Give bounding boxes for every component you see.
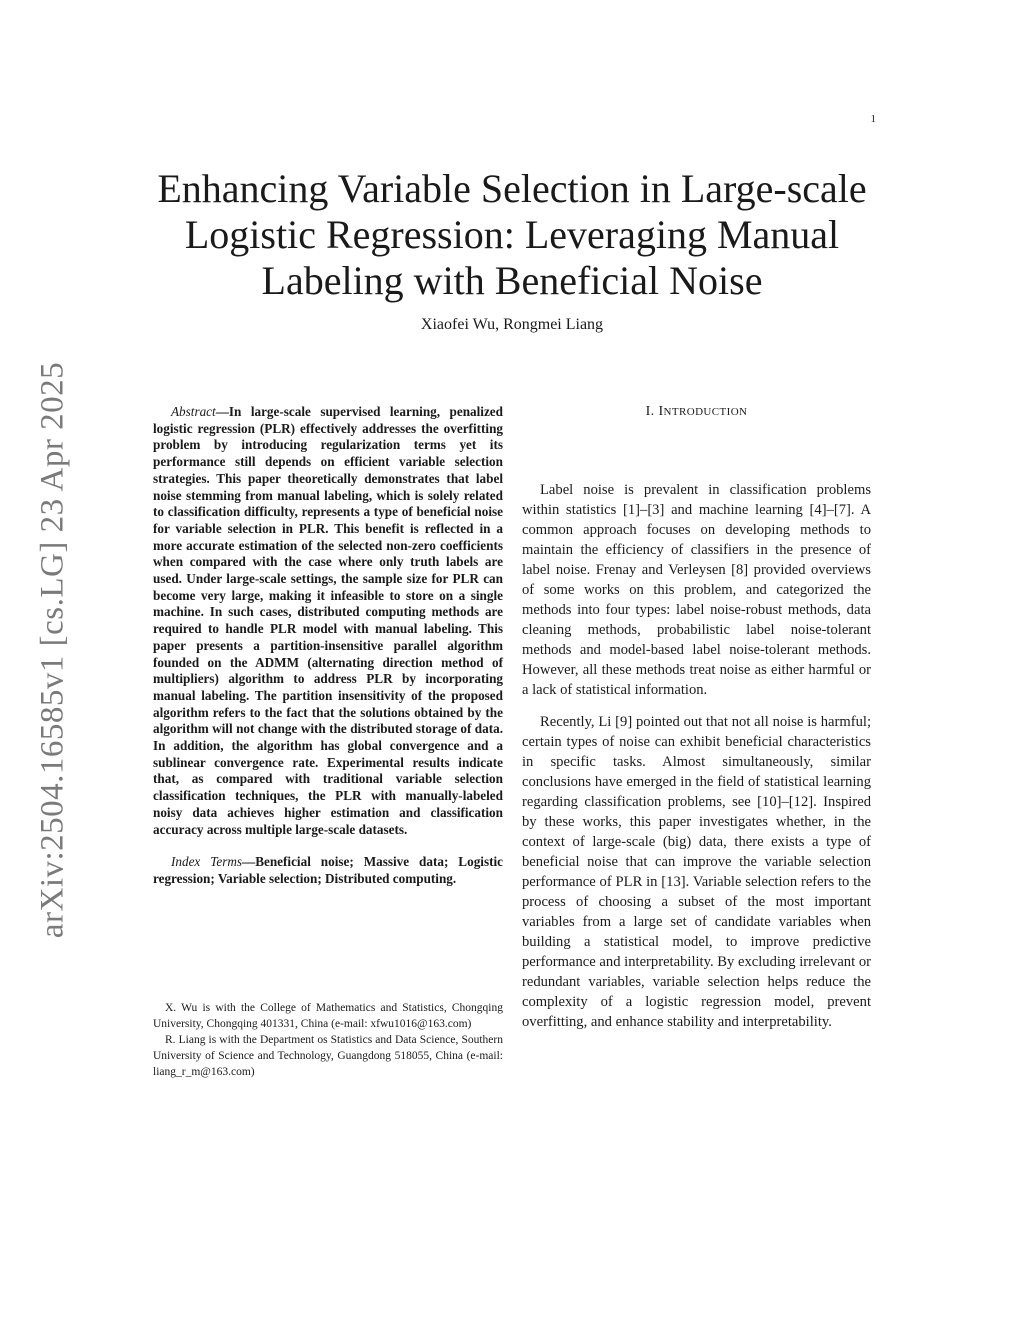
author-footnotes (153, 1000, 503, 1080)
intro-paragraph: Recently, Li [9] pointed out that not all noise is harmful; certain types of noise can exhibit beneficial characteristics in specific tasks. Almost simultaneously, similar conclusions have emerged in the field of statistical learning regarding classification problems, see [10]–[12]. Inspired by these works, this paper investigates whether, in the context of large-scale (big) data, there exists a type of beneficial noise that can improve the variable selection performance of PLR in [13]. Variable selection refers to the process of choosing a subset of the most important variables from a large set of candidate variables when building a statistical model, to improve predictive performance and interpretability. By excluding irrelevant or redundant variables, variable selection helps reduce the complexity of a logistic regression model, prevent overfitting, and enhance stability and interpretability. (522, 714, 871, 1030)
index-terms-text: —Beneficial noise; Massive data; Logistic regression; Variable selection; Distributed computing. (153, 854, 503, 886)
index-terms (153, 854, 503, 887)
abstract-label: Abstract (171, 404, 216, 419)
left-column (153, 404, 503, 888)
section-number: I. I (645, 404, 664, 419)
arxiv-identifier-stamp: arXiv:2504.16585v1 [cs.LG] 23 Apr 2025 (34, 361, 71, 939)
paper-title: Enhancing Variable Selection in Large-scale Logistic Regression: Leveraging Manual Labeling with Beneficial Noise (157, 166, 867, 303)
footnote-author-2: R. Liang is with the Department os Statistics and Data Science, Southern University of Science and Technology, Guangdong 518055, China (e-mail: liang_r_m@163.com) (153, 1034, 503, 1078)
index-terms-label: Index Terms (171, 854, 242, 870)
page-number: 1 (870, 113, 876, 125)
footnote-author-1: X. Wu is with the College of Mathematics and Statistics, Chongqing University, Chongqing 401331, China (e-mail: xfwu1016@163.com) (153, 1002, 503, 1030)
section-heading-introduction (522, 404, 871, 420)
paper-authors: Xiaofei Wu, Rongmei Liang (420, 316, 604, 333)
abstract (153, 404, 503, 838)
section-title-rest: NTRODUCTION (663, 406, 748, 418)
abstract-text: —In large-scale supervised learning, penalized logistic regression (PLR) effectively addresses the overfitting problem by introducing regularization terms yet its performance still depends on efficient variable selection strategies. This paper theoretically demonstrates that label noise stemming from manual labeling, which is solely related to classification difficulty, represents a type of beneficial noise for variable selection in PLR. This benefit is reflected in a more accurate estimation of the selected non-zero coefficients when compared with the case where only truth labels are used. Under large-scale settings, the sample size for PLR can become very large, making it infeasible to store on a single machine. In such cases, distributed computing methods are required to handle PLR model with manual labeling. This paper presents a partition-insensitive parallel algorithm founded on the ADMM (alternating direction method of multipliers) algorithm to address PLR by incorporating manual labeling. The partition insensitivity of the proposed algorithm refers to the fact that the solutions obtained by the algorithm will not change with the distributed storage of data. In addition, the algorithm has global convergence and a sublinear convergence rate. Experimental results indicate that, as compared with traditional variable selection classification techniques, the PLR with manually-labeled noisy data achieves higher estimation and classification accuracy across multiple large-scale datasets. (153, 404, 503, 837)
intro-paragraph: Label noise is prevalent in classification problems within statistics [1]–[3] and machine learning [4]–[7]. A common approach focuses on developing methods to maintain the efficiency of classifiers in the presence of label noise. Frenay and Verleysen [8] provided overviews of some works on this problem, and categorized the methods into four types: label noise-robust methods, data cleaning methods, probabilistic label noise-tolerant methods and model-based label noise-tolerant methods. However, all these methods treat noise as either harmful or a lack of statistical information. (522, 482, 871, 698)
right-column (522, 404, 871, 1032)
